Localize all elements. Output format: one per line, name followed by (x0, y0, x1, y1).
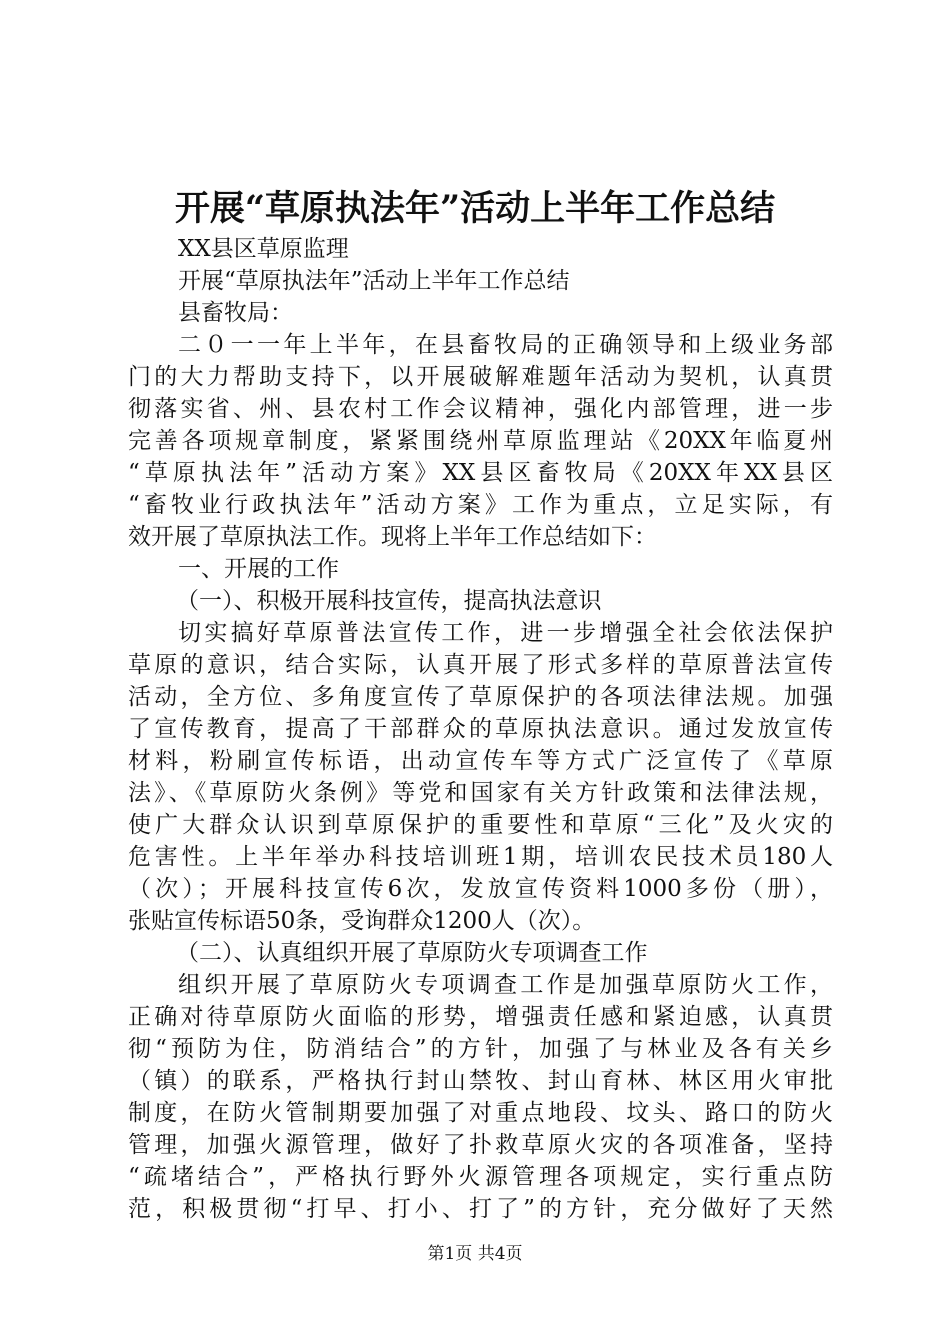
paragraph-line: 张贴宣传标语50条，受询群众1200人（次）。 (128, 908, 596, 934)
paragraph-line: 彻“预防为住，防消结合”的方针，加强了与林业及各有关乡 (128, 1036, 833, 1062)
subsection-heading: （二）、认真组织开展了草原防火专项调查工作 (176, 940, 648, 966)
paragraph-line: 法》、《草原防火条例》等党和国家有关方针政策和法律法规， (128, 780, 833, 806)
paragraph-line: 门的大力帮助支持下，以开展破解难题年活动为契机，认真贯 (128, 364, 833, 390)
paragraph-line: 完善各项规章制度，紧紧围绕州草原监理站《20XX年临夏州 (128, 428, 833, 454)
section-heading: 一、开展的工作 (178, 556, 339, 582)
paragraph-line: 范，积极贯彻“打早、打小、打了”的方针，充分做好了天然 (128, 1196, 833, 1222)
document-title: 开展“草原执法年”活动上半年工作总结 (174, 188, 776, 229)
paragraph-line: 使广大群众认识到草原保护的重要性和草原“三化”及火灾的 (128, 812, 833, 838)
subtitle-line: 开展“草原执法年”活动上半年工作总结 (178, 268, 570, 294)
paragraph-line: 彻落实省、州、县农村工作会议精神，强化内部管理，进一步 (128, 396, 833, 422)
paragraph-line: 二０一一年上半年，在县畜牧局的正确领导和上级业务部 (178, 332, 833, 358)
subsection-heading: （一）、积极开展科技宣传，提高执法意识 (176, 588, 602, 614)
paragraph-line: 组织开展了草原防火专项调查工作是加强草原防火工作， (178, 972, 833, 998)
paragraph-line: （镇）的联系，严格执行封山禁牧、封山育林、林区用火审批 (128, 1068, 833, 1094)
paragraph-line: “畜牧业行政执法年”活动方案》工作为重点，立足实际，有 (128, 492, 833, 518)
paragraph-line: 材料，粉刷宣传标语，出动宣传车等方式广泛宣传了《草原 (128, 748, 833, 774)
paragraph-line: 管理，加强火源管理，做好了扑救草原火灾的各项准备，坚持 (128, 1132, 833, 1158)
paragraph-line: “疏堵结合”，严格执行野外火源管理各项规定，实行重点防 (128, 1164, 833, 1190)
paragraph-line: 效开展了草原执法工作。现将上半年工作总结如下： (128, 524, 657, 550)
paragraph-line: 切实搞好草原普法宣传工作，进一步增强全社会依法保护 (178, 620, 833, 646)
paragraph-line: 正确对待草原防火面临的形势，增强责任感和紧迫感，认真贯 (128, 1004, 833, 1030)
paragraph-line: 活动，全方位、多角度宣传了草原保护的各项法律法规。加强 (128, 684, 833, 710)
document-body (128, 233, 833, 1225)
paragraph-line: 危害性。上半年举办科技培训班1期，培训农民技术员180人 (128, 844, 833, 870)
salutation-line: 县畜牧局： (178, 300, 293, 326)
page-footer: 第1页 共4页 (427, 1244, 523, 1264)
paragraph-line: 草原的意识，结合实际，认真开展了形式多样的草原普法宣传 (128, 652, 833, 678)
paragraph-line: （次）；开展科技宣传6次，发放宣传资料1000多份（册）， (128, 876, 833, 902)
paragraph-line: 制度，在防火管制期要加强了对重点地段、坟头、路口的防火 (128, 1100, 833, 1126)
org-name-line: XX县区草原监理 (178, 236, 349, 262)
paragraph-line: “草原执法年”活动方案》XX县区畜牧局《20XX年XX县区 (128, 460, 833, 486)
paragraph-line: 了宣传教育，提高了干部群众的草原执法意识。通过发放宣传 (128, 716, 833, 742)
